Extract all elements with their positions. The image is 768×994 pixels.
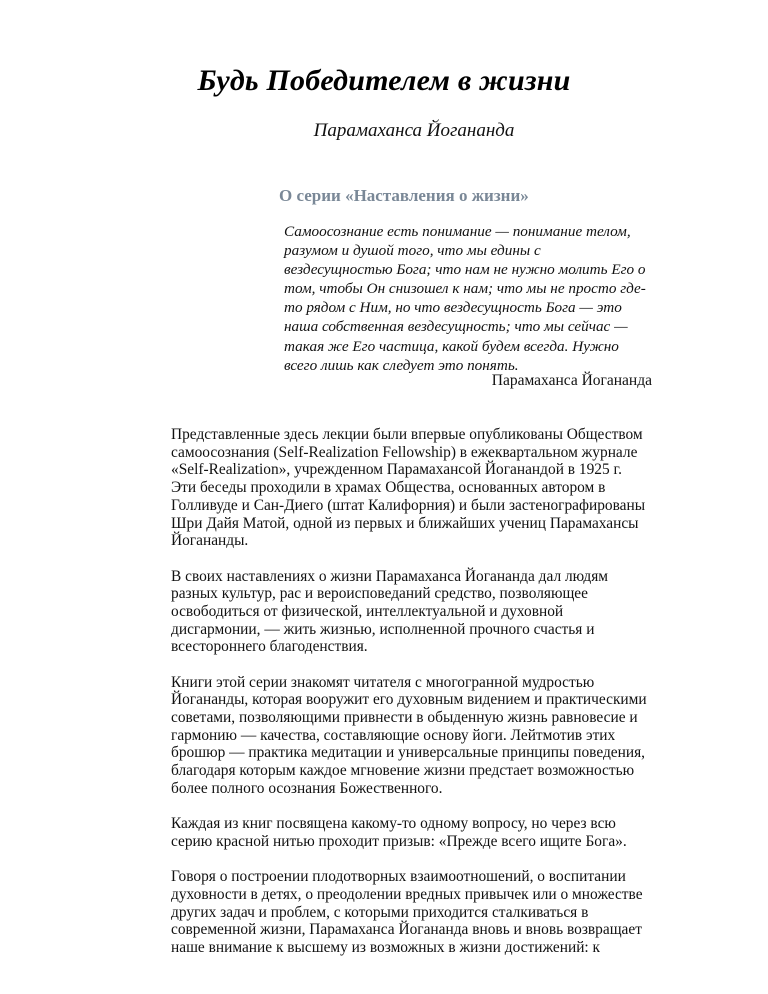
paragraph: Книги этой серии знакомят читателя с многогранной мудростью Йогананды, которая вооружит его духовным видением и практическими советами, позволяющими привнести в обыденную жизнь равновесие и гармонию — качества, составляющие основу йоги. Лейтмотив этих брошюр — практика медитации и универсальные принципы поведения, благодаря которым каждое мгновение жизни предстает возможностью более полного осознания Божественного. [171, 673, 647, 797]
epigraph-author: Парамаханса Йогананда [491, 372, 652, 389]
series-heading: О серии «Наставления о жизни» [279, 186, 529, 205]
paragraph: В своих наставлениях о жизни Парамаханса Йогананда дал людям разных культур, рас и вероисповеданий средство, позволяющее освободиться от физической, интеллектуальной и духовной дисгармонии, — жить жизнью, исполненной прочного счастья и всестороннего благоденствия. [171, 567, 609, 656]
paragraph: Говоря о построении плодотворных взаимоотношений, о воспитании духовности в детях, о преодолении вредных привычек или о множестве других задач и проблем, с которыми приходится сталкиваться в современной жизни, Парамаханса Йогананда вновь и вновь возвращает наше внимание к высшему из возможных в жизни достижений: к [171, 868, 643, 956]
epigraph-quote: Самоосознание есть понимание — понимание телом, разумом и душой того, что мы едины с вездесущностью Бога; что нам не нужно молить Его о том, чтобы Он снизошел к нам; что мы не просто где-то рядом с Ним, но что вездесущность Бога — это наша собственная вездесущность; что мы сейчас — такая же Его частица, какой будем всегда. Нужно всего лишь как следует это понять. [284, 223, 646, 374]
document-title: Будь Победителем в жизни [197, 64, 571, 97]
document-author: Парамаханса Йогананда [313, 120, 515, 141]
body-text [171, 426, 649, 974]
paragraph: Представленные здесь лекции были впервые опубликованы Обществом самоосознания (Self-Realization Fellowship) в ежеквартальном журнале «Self-Realization», учрежденном Парамахансой Йоганандой в 1925 г. Эти беседы проходили в храмах Общества, основанных автором в Голливуде и Сан-Диего (штат Калифорния) и были застенографированы Шри Дайя Матой, одной из первых и ближайших учениц Парамахансы Йогананды. [171, 426, 646, 550]
paragraph: Каждая из книг посвящена какому-то одному вопросу, но через всю серию красной нитью проходит призыв: «Прежде всего ищите Бога». [171, 815, 627, 850]
